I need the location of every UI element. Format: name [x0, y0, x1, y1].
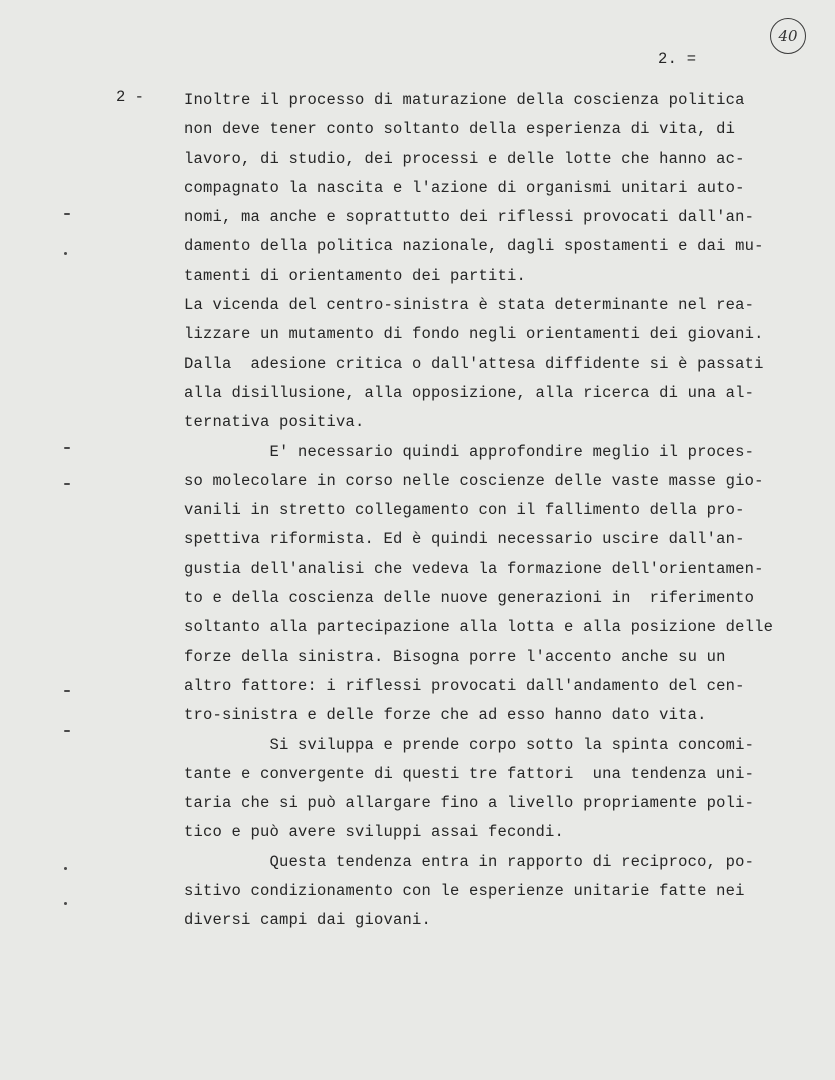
margin-mark: [64, 483, 70, 485]
text-line: Inoltre il processo di maturazione della coscienza politica: [184, 91, 745, 109]
text-line: tico e può avere sviluppi assai fecondi.: [184, 823, 565, 842]
text-line: non deve tener conto soltanto della esperienza di vita, di: [184, 120, 736, 139]
text-line: soltanto alla partecipazione alla lotta e alla posizione delle: [184, 618, 774, 637]
text-line: spettiva riformista. Ed è quindi necessario uscire dall'an-: [184, 530, 745, 549]
margin-mark: [64, 447, 70, 449]
text-line: ternativa positiva.: [184, 413, 365, 432]
text-line: Questa tendenza entra in rapporto di reciproco, po-: [184, 852, 755, 871]
handwritten-folio-mark: 40: [770, 18, 806, 54]
text-line: sitivo condizionamento con le esperienze unitarie fatte nei: [184, 882, 745, 901]
page-number: 2. =: [658, 50, 697, 68]
section-number: 2 -: [116, 88, 144, 106]
text-line: lavoro, di studio, dei processi e delle lotte che hanno ac-: [184, 149, 745, 168]
margin-mark: [64, 252, 67, 255]
text-line: taria che si può allargare fino a livello propriamente poli-: [184, 794, 755, 813]
text-line: alla disillusione, alla opposizione, alla ricerca di una al-: [184, 383, 755, 402]
text-line: E' necessario quindi approfondire meglio il proces-: [184, 442, 755, 461]
body-text: [184, 86, 784, 936]
text-line: so molecolare in corso nelle coscienze delle vaste masse gio-: [184, 471, 764, 490]
text-line: forze della sinistra. Bisogna porre l'accento anche su un: [184, 647, 726, 666]
text-line: tante e convergente di questi tre fattori una tendenza uni-: [184, 764, 755, 783]
margin-mark: [64, 690, 70, 692]
text-line: tamenti di orientamento dei partiti.: [184, 266, 527, 285]
margin-mark: [64, 902, 67, 905]
text-line: to e della coscienza delle nuove generazioni in riferimento: [184, 589, 755, 608]
text-line: compagnato la nascita e l'azione di organismi unitari auto-: [184, 178, 745, 197]
text-line: nomi, ma anche e soprattutto dei riflessi provocati dall'an-: [184, 208, 755, 227]
text-line: Dalla adesione critica o dall'attesa diffidente si è passati: [184, 354, 764, 373]
text-line: gustia dell'analisi che vedeva la formazione dell'orientamen-: [184, 559, 764, 578]
margin-mark: [64, 730, 70, 732]
text-line: altro fattore: i riflessi provocati dall'andamento del cen-: [184, 676, 745, 695]
text-line: damento della politica nazionale, dagli spostamenti e dai mu-: [184, 237, 764, 256]
text-line: tro-sinistra e delle forze che ad esso hanno dato vita.: [184, 706, 707, 725]
margin-mark: [64, 213, 70, 215]
text-line: vanili in stretto collegamento con il fallimento della pro-: [184, 501, 745, 520]
text-line: Si sviluppa e prende corpo sotto la spinta concomi-: [184, 735, 755, 754]
text-line: lizzare un mutamento di fondo negli orientamenti dei giovani.: [184, 325, 764, 344]
text-line: La vicenda del centro-sinistra è stata determinante nel rea-: [184, 296, 755, 315]
margin-mark: [64, 867, 67, 870]
text-line: diversi campi dai giovani.: [184, 911, 432, 930]
